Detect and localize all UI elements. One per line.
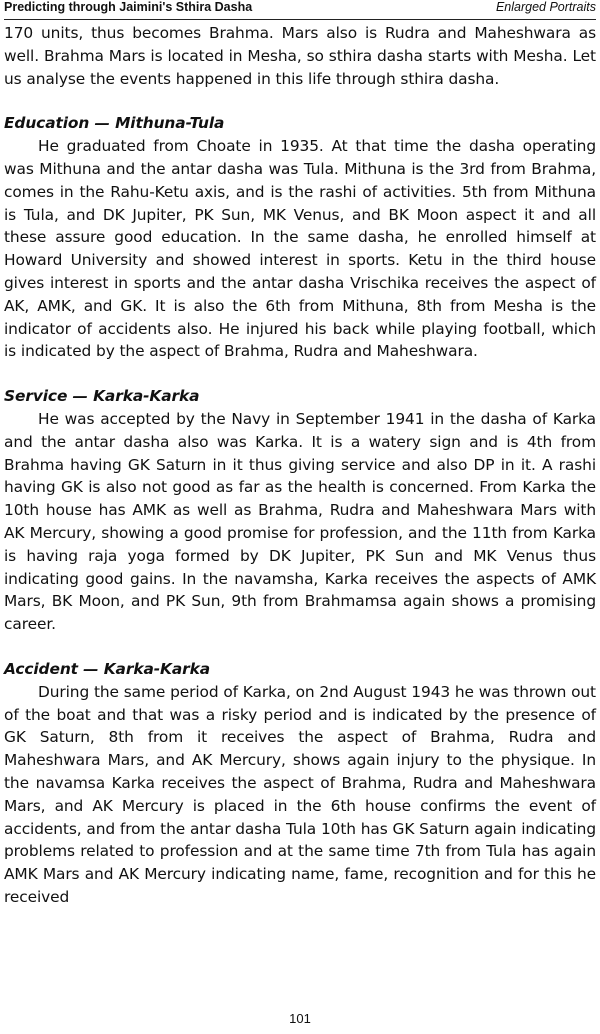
- section-body-service: He was accepted by the Navy in September 1941 in the dasha of Karka and the antar dasha also was Karka. It is a watery sign and is 4th from Brahma having GK Saturn in it thus giving service and also DP in it. A rashi having GK is also not good as far as the health is concerned. From Karka the 10th house has AMK as well as Brahma, Rudra and Maheshwara Mars with AK Mercury, showing a good promise for profession, and the 11th from Karka is having raja yoga formed by DK Jupiter, PK Sun and MK Venus thus indicating good gains. In the navamsha, Karka receives the aspects of AMK Mars, BK Moon, and PK Sun, 9th from Brahmamsa again shows a promising career.: [4, 409, 596, 634]
- header-title: Predicting through Jaimini's Sthira Dasha: [4, 0, 253, 14]
- page-number: 101: [289, 1011, 311, 1026]
- running-header: [4, 0, 596, 20]
- header-book-title: Enlarged Portraits: [495, 0, 596, 14]
- section-heading-education: Education — Mithuna-Tula: [4, 114, 225, 133]
- section-body-accident: During the same period of Karka, on 2nd August 1943 he was thrown out of the boat and that was a risky period and is indicated by the presence of GK Saturn, 8th from it receives the aspect of Brahma, Rudra and Maheshwara Mars, and AK Mercury, shows again injury to the physique. In the navamsa Karka receives the aspect of Brahma, Rudra and Maheshwara Mars, and AK Mercury is placed in the 6th house confirms the event of accidents, and from the antar dasha Tula 10th has GK Saturn again indicating problems related to profession and at the same time 7th from Tula has again AMK Mars and AK Mercury indicating name, fame, recognition and for this he received: [4, 682, 596, 906]
- page-body: [4, 22, 596, 909]
- section-heading-accident: Accident — Karka-Karka: [4, 659, 211, 678]
- section-body-education: He graduated from Choate in 1935. At that time the dasha operating was Mithuna and the antar dasha was Tula. Mithuna is the 3rd from Brahma, comes in the Rahu-Ketu axis, and is the rashi of activities. 5th from Mithuna is Tula, and DK Jupiter, PK Sun, MK Venus, and BK Moon aspect it and all these assure good education. In the same dasha, he enrolled himself at Howard University and showed interest in sports. Ketu in the third house gives interest in sports and the antar dasha Vrischika receives the aspect of AK, AMK, and GK. It is also the 6th from Mithuna, 8th from Mesha is the indicator of accidents also. He injured his back while playing football, which is indicated by the aspect of Brahma, Rudra and Maheshwara.: [4, 137, 596, 361]
- section-heading-service: Service — Karka-Karka: [4, 387, 200, 406]
- intro-paragraph: 170 units, thus becomes Brahma. Mars also is Rudra and Maheshwara as well. Brahma Mars is located in Mesha, so sthira dasha starts with Mesha. Let us analyse the events happened in this life through sthira dasha.: [4, 24, 596, 88]
